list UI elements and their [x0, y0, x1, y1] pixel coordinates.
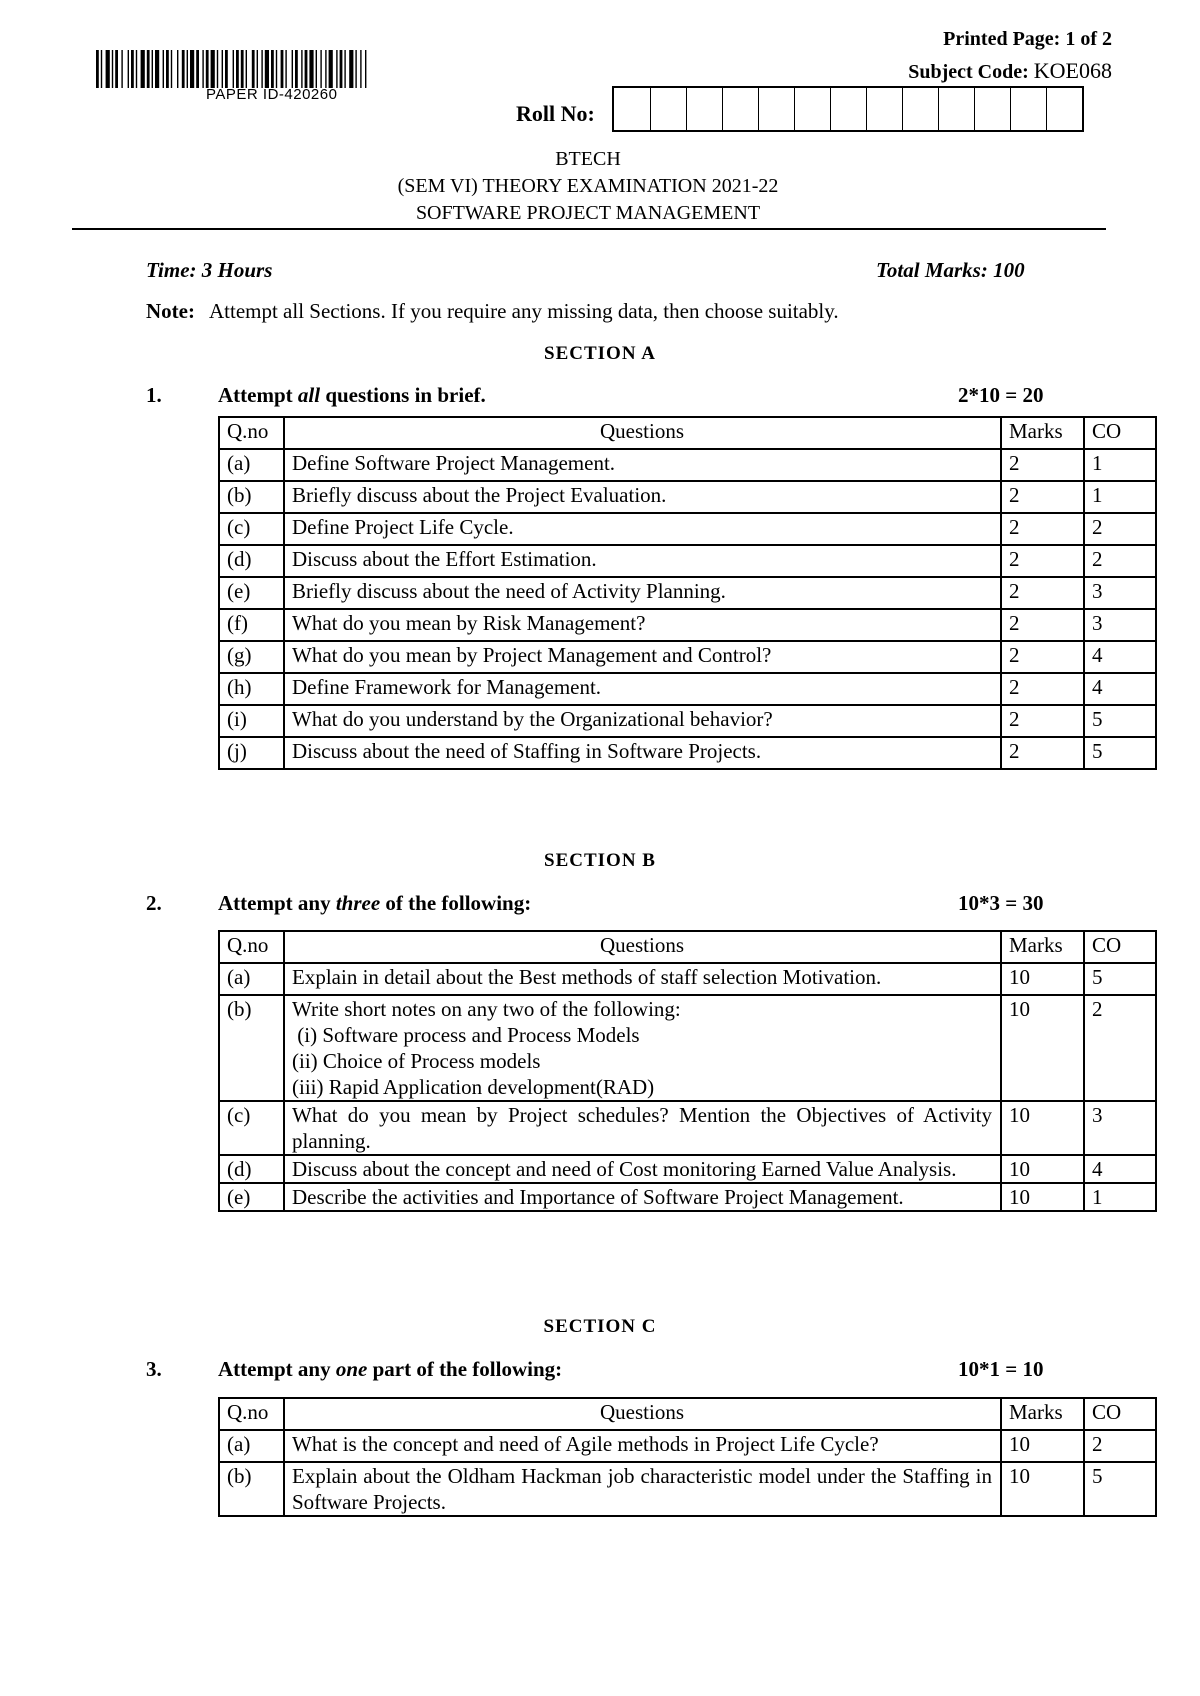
- row-question: Explain in detail about the Best methods of staff selection Motivation.: [284, 963, 1001, 995]
- row-qno: (b): [219, 481, 284, 513]
- row-marks: 2: [1001, 609, 1084, 641]
- header-co: CO: [1084, 1398, 1156, 1430]
- row-marks: 2: [1001, 641, 1084, 673]
- roll-number-label: Roll No:: [516, 101, 595, 126]
- header-marks: Marks: [1001, 1398, 1084, 1430]
- title-degree: BTECH: [555, 148, 621, 170]
- exam-note: [146, 299, 839, 324]
- row-co: 3: [1084, 577, 1156, 609]
- section-score: 2*10 = 20: [958, 383, 1044, 407]
- row-qno: (c): [219, 1101, 284, 1155]
- table-row: [219, 513, 1156, 545]
- row-marks: 2: [1001, 705, 1084, 737]
- row-question: Discuss about the concept and need of Cost monitoring Earned Value Analysis.: [284, 1155, 1001, 1183]
- row-question: Explain about the Oldham Hackman job characteristic model under the Staffing in Software Projects.: [284, 1462, 1001, 1516]
- row-question: Briefly discuss about the need of Activity Planning.: [284, 577, 1001, 609]
- roll-number-box[interactable]: [722, 88, 758, 130]
- row-marks: 2: [1001, 449, 1084, 481]
- row-co: 5: [1084, 963, 1156, 995]
- row-question: Define Framework for Management.: [284, 673, 1001, 705]
- row-co: 4: [1084, 641, 1156, 673]
- question-number: 1.: [146, 383, 162, 407]
- row-co: 3: [1084, 609, 1156, 641]
- row-question: Discuss about the need of Staffing in Software Projects.: [284, 737, 1001, 769]
- row-marks: 10: [1001, 1101, 1084, 1155]
- header-marks: Marks: [1001, 417, 1084, 449]
- table-row: [219, 449, 1156, 481]
- row-qno: (a): [219, 1430, 284, 1462]
- table-row: [219, 673, 1156, 705]
- barcode-image: [96, 50, 454, 88]
- table-row: [219, 641, 1156, 673]
- header-questions: Questions: [284, 1398, 1001, 1430]
- title-subject: SOFTWARE PROJECT MANAGEMENT: [415, 202, 761, 224]
- header-co: CO: [1084, 931, 1156, 963]
- subject-code-value: KOE068: [1033, 58, 1112, 83]
- sub-item: (ii) Choice of Process models: [292, 1049, 541, 1073]
- table-row: [219, 1430, 1156, 1462]
- roll-number-box[interactable]: [614, 88, 650, 130]
- roll-number-box[interactable]: [974, 88, 1010, 130]
- row-co: 2: [1084, 513, 1156, 545]
- subject-code-label: Subject Code:: [908, 61, 1034, 83]
- row-question: Define Project Life Cycle.: [284, 513, 1001, 545]
- roll-number-box[interactable]: [794, 88, 830, 130]
- row-co: 1: [1084, 1183, 1156, 1211]
- sub-item: (i) Software process and Process Models: [292, 1023, 640, 1047]
- row-co: 5: [1084, 705, 1156, 737]
- title-exam: (SEM VI) THEORY EXAMINATION 2021-22: [397, 175, 779, 197]
- row-qno: (a): [219, 963, 284, 995]
- roll-number-box[interactable]: [1010, 88, 1046, 130]
- printed-page: Printed Page: 1 of 2: [943, 28, 1112, 50]
- row-qno: (b): [219, 995, 284, 1101]
- table-row: [219, 963, 1156, 995]
- table-row: [219, 995, 1156, 1101]
- row-qno: (j): [219, 737, 284, 769]
- row-marks: 2: [1001, 545, 1084, 577]
- section-b-title: SECTION B: [544, 850, 656, 871]
- instruction-text: Attempt all questions in brief.: [218, 383, 486, 407]
- row-question: Describe the activities and Importance of Software Project Management.: [284, 1183, 1001, 1211]
- table-row: [219, 737, 1156, 769]
- row-question: Discuss about the Effort Estimation.: [284, 545, 1001, 577]
- table-row: [219, 609, 1156, 641]
- note-text: Attempt all Sections. If you require any missing data, then choose suitably.: [208, 299, 839, 323]
- roll-number-box[interactable]: [758, 88, 794, 130]
- exam-title: [72, 146, 1104, 227]
- row-marks: 10: [1001, 1155, 1084, 1183]
- row-marks: 10: [1001, 1430, 1084, 1462]
- header-qno: Q.no: [219, 931, 284, 963]
- paper-id: PAPER ID-420260: [206, 86, 338, 103]
- table-header-row: [219, 1398, 1156, 1430]
- table-row: [219, 481, 1156, 513]
- row-question: What do you mean by Risk Management?: [284, 609, 1001, 641]
- roll-number-box[interactable]: [830, 88, 866, 130]
- row-marks: 10: [1001, 1183, 1084, 1211]
- row-marks: 10: [1001, 1462, 1084, 1516]
- roll-number-boxes[interactable]: [612, 86, 1084, 132]
- note-label: Note:: [146, 299, 195, 323]
- row-question: Define Software Project Management.: [284, 449, 1001, 481]
- row-question: What is the concept and need of Agile methods in Project Life Cycle?: [284, 1430, 1001, 1462]
- row-marks: 2: [1001, 481, 1084, 513]
- row-marks: 10: [1001, 995, 1084, 1101]
- section-score: 10*3 = 30: [958, 891, 1044, 915]
- roll-number-box[interactable]: [866, 88, 902, 130]
- row-marks: 2: [1001, 737, 1084, 769]
- row-co: 1: [1084, 481, 1156, 513]
- row-qno: (e): [219, 577, 284, 609]
- row-question: Briefly discuss about the Project Evaluation.: [284, 481, 1001, 513]
- row-marks: 2: [1001, 577, 1084, 609]
- sub-item: (iii) Rapid Application development(RAD): [292, 1075, 655, 1099]
- table-row: [219, 545, 1156, 577]
- question-number: 3.: [146, 1357, 162, 1381]
- roll-number-box[interactable]: [938, 88, 974, 130]
- instruction-text: Attempt any one part of the following:: [218, 1357, 563, 1381]
- roll-number-box[interactable]: [1046, 88, 1082, 130]
- row-co: 3: [1084, 1101, 1156, 1155]
- row-co: 5: [1084, 1462, 1156, 1516]
- row-marks: 2: [1001, 673, 1084, 705]
- table-row: [219, 705, 1156, 737]
- header-marks: Marks: [1001, 931, 1084, 963]
- row-co: 2: [1084, 995, 1156, 1101]
- header-co: CO: [1084, 417, 1156, 449]
- row-qno: (f): [219, 609, 284, 641]
- table-row: [219, 1101, 1156, 1155]
- row-co: 5: [1084, 737, 1156, 769]
- total-marks: Total Marks: 100: [876, 258, 1025, 282]
- section-a-title: SECTION A: [544, 343, 656, 364]
- section-c-title: SECTION C: [543, 1316, 657, 1337]
- row-question: [284, 995, 1001, 1101]
- row-co: 1: [1084, 449, 1156, 481]
- header-questions: Questions: [284, 931, 1001, 963]
- row-qno: (a): [219, 449, 284, 481]
- table-header-row: [219, 417, 1156, 449]
- row-qno: (e): [219, 1183, 284, 1211]
- header-questions: Questions: [284, 417, 1001, 449]
- row-qno: (d): [219, 1155, 284, 1183]
- instruction-text: Attempt any three of the following:: [218, 891, 532, 915]
- row-qno: (d): [219, 545, 284, 577]
- row-qno: (i): [219, 705, 284, 737]
- table-header-row: [219, 931, 1156, 963]
- row-co: 2: [1084, 545, 1156, 577]
- row-co: 4: [1084, 673, 1156, 705]
- table-row: [219, 1183, 1156, 1211]
- row-qno: (c): [219, 513, 284, 545]
- row-question: What do you mean by Project schedules? Mention the Objectives of Activity planning.: [284, 1101, 1001, 1155]
- table-row: [219, 577, 1156, 609]
- section-c-table: [218, 1397, 1157, 1517]
- section-score: 10*1 = 10: [958, 1357, 1044, 1381]
- roll-number-box[interactable]: [902, 88, 938, 130]
- roll-number-box[interactable]: [650, 88, 686, 130]
- row-qno: (b): [219, 1462, 284, 1516]
- question-number: 2.: [146, 891, 162, 915]
- header-qno: Q.no: [219, 1398, 284, 1430]
- subject-code-line: [908, 58, 1112, 84]
- section-a-table: [218, 416, 1157, 770]
- question-text: Write short notes on any two of the following:: [292, 997, 681, 1021]
- row-qno: (h): [219, 673, 284, 705]
- row-co: 2: [1084, 1430, 1156, 1462]
- row-marks: 10: [1001, 963, 1084, 995]
- section-b-table: [218, 930, 1157, 1212]
- row-qno: (g): [219, 641, 284, 673]
- roll-number-box[interactable]: [686, 88, 722, 130]
- header-qno: Q.no: [219, 417, 284, 449]
- table-row: [219, 1155, 1156, 1183]
- row-question: What do you understand by the Organizational behavior?: [284, 705, 1001, 737]
- row-question: What do you mean by Project Management and Control?: [284, 641, 1001, 673]
- time-allowed: Time: 3 Hours: [146, 258, 273, 282]
- table-row: [219, 1462, 1156, 1516]
- title-divider: [72, 228, 1106, 230]
- row-marks: 2: [1001, 513, 1084, 545]
- row-co: 4: [1084, 1155, 1156, 1183]
